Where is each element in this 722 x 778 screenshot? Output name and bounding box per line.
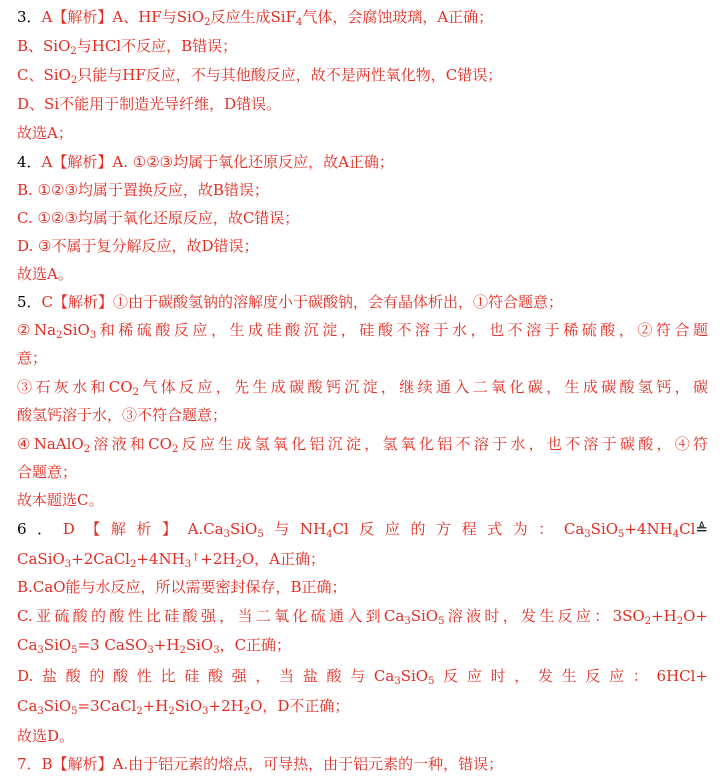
q6-line-8: 故选D。 <box>17 727 75 745</box>
q4-line-3: C. ①②③均属于氧化还原反应，故C错误； <box>17 209 300 227</box>
q3-line-2: B、SiO$_2$与HCl不反应，B错误； <box>17 37 238 57</box>
q5-line-2: $②Na_2SiO_3$和稀硫酸反应，生成硅酸沉淀，硅酸不溶于水，也不溶于稀硫酸，②符合题 <box>17 321 708 341</box>
q5-line-6: ④NaAlO$_2$溶液和$CO_2$反应生成氢氧化铝沉淀，氢氧化铝不溶于水，也不溶于碳酸，④符 <box>17 435 708 455</box>
q6-number: 6． <box>17 520 63 538</box>
q3-line-3: C、SiO$_2$只能与HF反应，不与其他酸反应，故不是两性氧化物，C错误； <box>17 66 503 86</box>
q4-line-2: B. ①②③均属于置换反应，故B错误； <box>17 181 269 199</box>
q4-line-1: 4．A【解析】A. ①②③均属于氧化还原反应，故A正确； <box>17 153 394 171</box>
q4-number: 4． <box>17 153 42 171</box>
q5-line-8: 故本题选C。 <box>17 491 104 509</box>
q5-number: 5． <box>17 293 42 311</box>
heat-symbol: ≜ <box>695 520 708 538</box>
q5-line-3: 意； <box>17 349 48 367</box>
q5-line-1: 5．C【解析】①由于碳酸氢钠的溶解度小于碳酸钠，会有晶体析出，①符合题意； <box>17 293 564 311</box>
q3-line-4: D、Si不能用于制造光导纤维，D错误。 <box>17 95 282 113</box>
q6-line-7: $Ca_3SiO_5=3CaCl_2+H_2SiO_3+2H_2O$，D不正确； <box>17 697 350 717</box>
q3-line-1: 3．A【解析】A、HF与SiO$_2$反应生成SiF$_4$气体，会腐蚀玻璃，A正确； <box>17 8 494 28</box>
q7-partial-line: 7．B【解析】A.由于铝元素的熔点，可导热，由于铝元素的一种，错误； <box>17 755 504 773</box>
q6-line-6: D.盐酸的酸性比硅酸强，当盐酸与$Ca_3SiO_5$反应时，发生反应：6HCl+ <box>17 667 708 687</box>
q6-line-4: C.亚硫酸的酸性比硅酸强，当二氧化硫通入到$Ca_3SiO_5$溶液时，发生反应：$3SO_2+H_2O+$ <box>17 607 708 627</box>
q6-line-2: $CaSiO_3+2CaCl_2+4NH_3↑+2H_2O$，A正确； <box>17 544 708 573</box>
q6-line-5: $Ca_3SiO_5=3$ $CaSO_3+H_2SiO_3$，C正确； <box>17 636 292 656</box>
q3-line-5: 故选A； <box>17 124 73 142</box>
q3-number: 3． <box>17 8 42 26</box>
q4-line-5: 故选A。 <box>17 265 73 283</box>
q5-line-5: 酸氢钙溶于水，③不符合题意； <box>17 406 228 424</box>
gas-arrow: ↑ <box>191 551 201 564</box>
q6-line-3: B.CaO能与水反应，所以需要密封保存，B正确； <box>17 578 347 596</box>
q5-line-7: 合题意； <box>17 463 78 481</box>
q6-line-1: 6．D【解析】$A.Ca_3SiO_5$与$NH_4Cl$反应的方程式为：$Ca_3SiO_5+4NH_4Cl≜$ <box>17 520 708 540</box>
q4-line-4: D. ③不属于复分解反应，故D错误； <box>17 237 259 255</box>
q5-line-4: ③石灰水和$CO_2$气体反应，先生成碳酸钙沉淀，继续通入二氧化碳，生成碳酸氢钙，碳 <box>17 378 708 398</box>
